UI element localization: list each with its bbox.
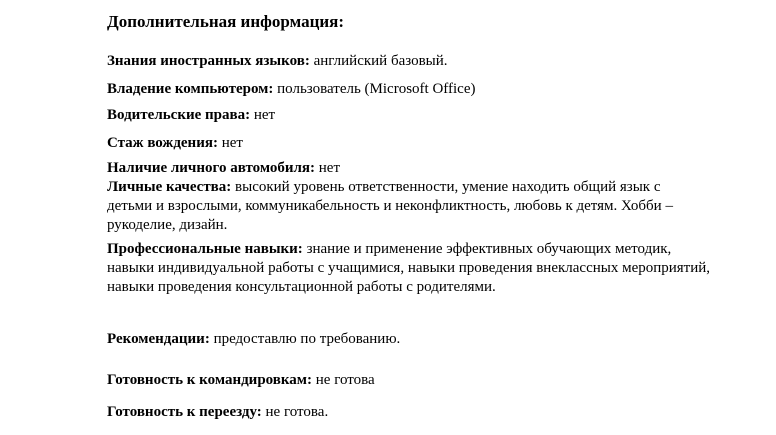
- value: не готова.: [261, 404, 329, 420]
- value: нет: [250, 107, 276, 123]
- label: Водительские права:: [107, 107, 251, 123]
- label: Личные качества:: [107, 179, 232, 195]
- computer-skills: [107, 80, 727, 99]
- recommendations: [107, 330, 727, 349]
- value: не готова: [312, 372, 375, 388]
- relocation: [107, 403, 727, 422]
- label: Готовность к переезду:: [107, 404, 262, 420]
- section-title: Дополнительная информация:: [107, 12, 345, 31]
- professional-skills: [107, 240, 719, 297]
- business-trips: [107, 371, 727, 390]
- value: пользователь (Microsoft Office): [273, 81, 476, 97]
- driving-license: [107, 106, 727, 125]
- value: высокий уровень ответственности, умение находить общий язык с детьми и взрослыми, коммуникабельность и неконфликтность, любовь к детям. Хобби – рукоделие, дизайн.: [107, 179, 673, 233]
- value: английский базовый.: [309, 53, 448, 69]
- label: Рекомендации:: [107, 331, 210, 347]
- value: знание и применение эффективных обучающих методик, навыки индивидуальной работы с учащимися, навыки проведения внеклассных мероприятий, навыки проведения консультационной работы с родителями.: [107, 241, 711, 295]
- label: Наличие личного автомобиля:: [107, 160, 316, 176]
- personal-qualities: [107, 178, 707, 235]
- value: нет: [315, 160, 341, 176]
- own-car: [107, 159, 727, 178]
- label: Владение компьютером:: [107, 81, 274, 97]
- languages: [107, 52, 727, 71]
- value: нет: [217, 135, 243, 151]
- value: предоставлю по требованию.: [209, 331, 401, 347]
- label: Профессиональные навыки:: [107, 241, 303, 257]
- label: Стаж вождения:: [107, 135, 218, 151]
- label: Готовность к командировкам:: [107, 372, 313, 388]
- driving-experience: [107, 134, 727, 153]
- label: Знания иностранных языков:: [107, 53, 310, 69]
